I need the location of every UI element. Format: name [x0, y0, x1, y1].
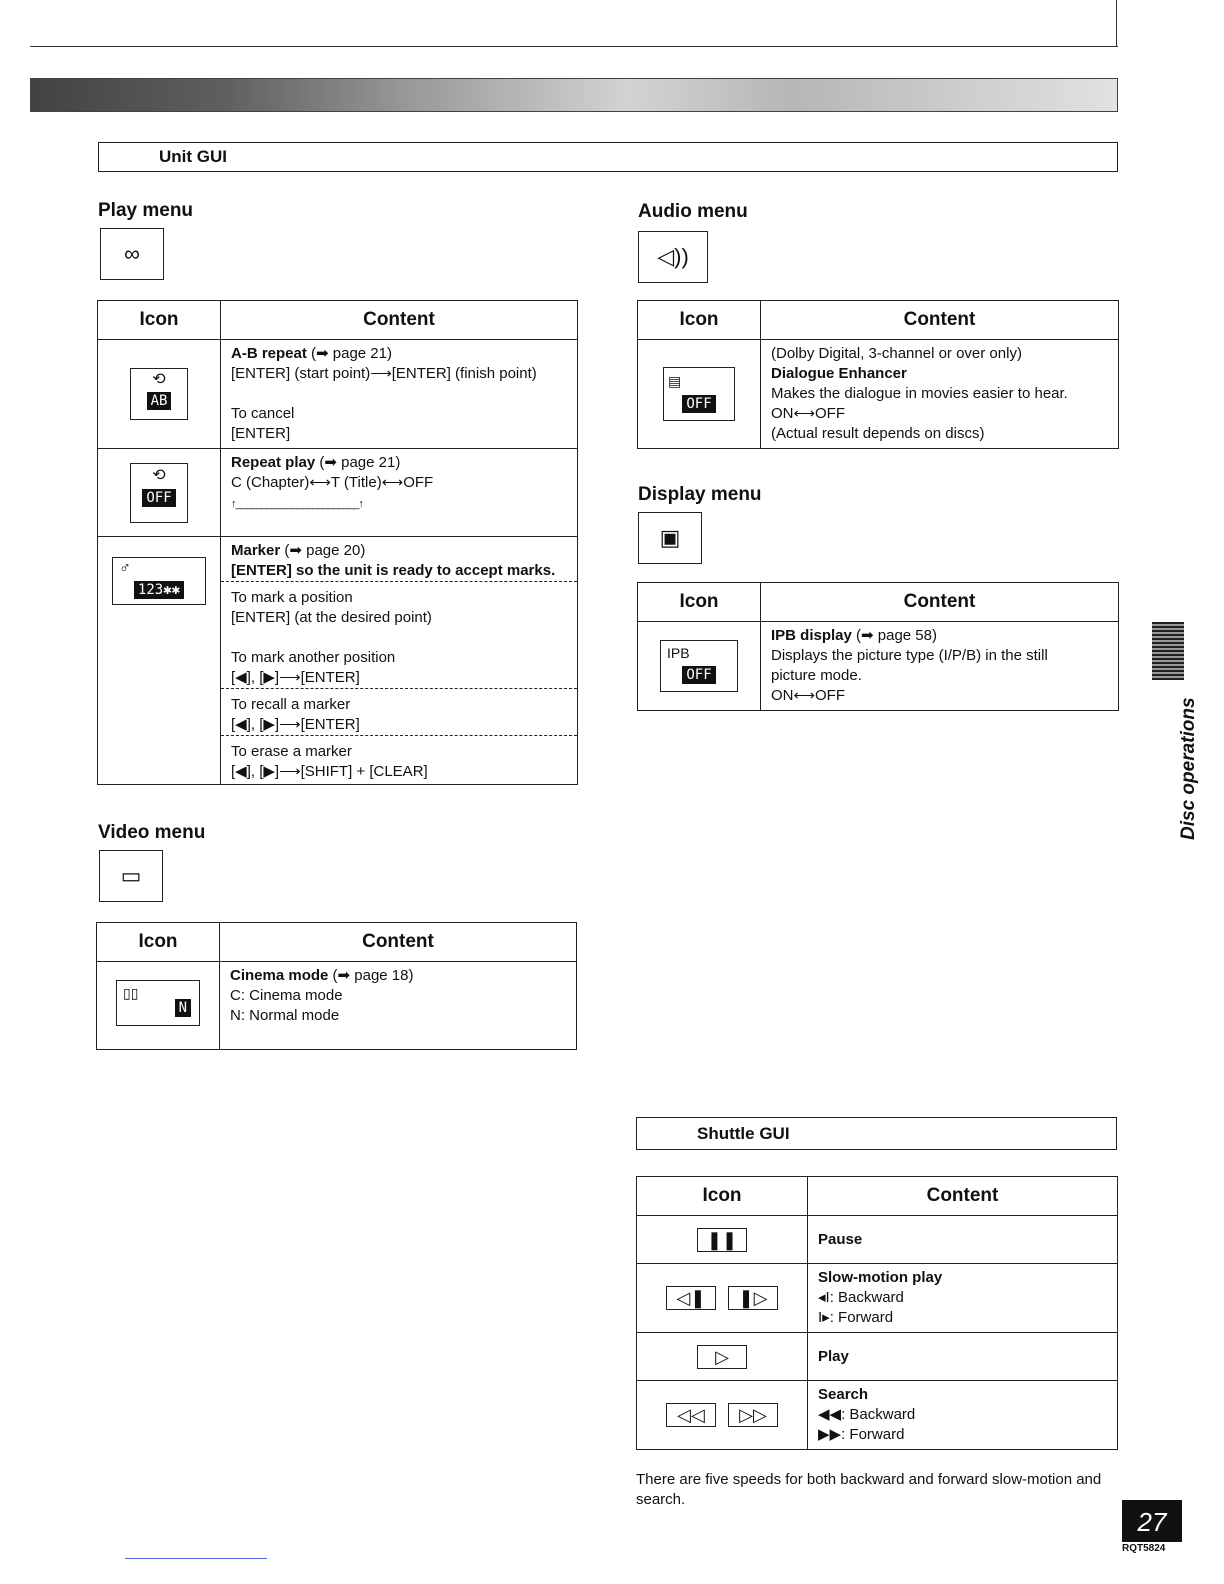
slow-forward-icon: ❚▷	[728, 1286, 778, 1310]
unit-gui-title: Unit GUI	[98, 142, 1118, 172]
audio-menu-heading: Audio menu	[638, 201, 748, 222]
speaker-icon: ◁))	[638, 231, 708, 283]
top-border-line	[1116, 0, 1117, 47]
shuttle-gui-title: Shuttle GUI	[636, 1117, 1117, 1150]
play-menu-table	[97, 300, 578, 785]
footer-link-line	[125, 1558, 267, 1559]
table-row: ♂ 123✱✱ Marker (➡ page 20) [ENTER] so the unit is ready to accept marks. To mark a position [ENTER] (at the desired point) To mark another position [◀], [▶]⟶[ENTER] To recall a marker [◀], [▶]⟶[ENTER] To erase a marker [◀], [▶]⟶[SHIFT] + [CLEAR]	[98, 537, 578, 785]
shuttle-table	[636, 1176, 1118, 1450]
display-icon: ▣	[638, 512, 702, 564]
video-menu-table	[96, 922, 577, 1050]
side-section-label: Disc operations	[1178, 697, 1199, 840]
icon-col-header: Icon	[637, 1177, 808, 1216]
audio-menu-table	[637, 300, 1119, 449]
content-col-header: Content	[761, 301, 1119, 340]
loop-arrows-icon: ∞	[100, 228, 164, 280]
ipb-display-icon: IPB OFF	[660, 640, 738, 692]
content-col-header: Content	[220, 923, 577, 962]
table-row: ▤ OFF (Dolby Digital, 3-channel or over only) Dialogue Enhancer Makes the dialogue in movies easier to hear. ON⟷OFF (Actual result depends on discs)	[638, 340, 1119, 449]
display-menu-heading: Display menu	[638, 484, 762, 505]
top-rule	[30, 46, 1118, 47]
document-id: RQT5824	[1122, 1543, 1166, 1554]
content-col-header: Content	[761, 583, 1119, 622]
video-menu-heading: Video menu	[98, 822, 206, 843]
table-row: ◁◁ ▷▷ Search ◀◀: Backward ▶▶: Forward	[637, 1381, 1118, 1450]
header-banner	[30, 78, 1118, 112]
icon-col-header: Icon	[97, 923, 220, 962]
pause-icon: ❚❚	[697, 1228, 747, 1252]
content-col-header: Content	[808, 1177, 1118, 1216]
repeat-play-icon: ⟲ OFF	[130, 463, 188, 523]
table-row: ⟲ AB A-B repeat (➡ page 21) [ENTER] (start point)⟶[ENTER] (finish point) To cancel [ENTER]	[98, 340, 578, 449]
cinema-mode-icon: ▯▯ N	[116, 980, 200, 1026]
marker-icon: ♂ 123✱✱	[112, 557, 206, 605]
search-backward-icon: ◁◁	[666, 1403, 716, 1427]
ab-repeat-icon: ⟲ AB	[130, 368, 188, 420]
section-tab-marker	[1152, 622, 1184, 680]
table-row: ▯▯ N Cinema mode (➡ page 18) C: Cinema mode N: Normal mode	[97, 962, 577, 1050]
icon-col-header: Icon	[638, 583, 761, 622]
page-number: 27	[1122, 1500, 1182, 1542]
dialogue-enhancer-icon: ▤ OFF	[663, 367, 735, 421]
table-row: ▷ Play	[637, 1333, 1118, 1381]
icon-col-header: Icon	[98, 301, 221, 340]
table-row: ❚❚ Pause	[637, 1216, 1118, 1264]
shuttle-note: There are five speeds for both backward and forward slow-motion and search.	[636, 1471, 1102, 1508]
search-forward-icon: ▷▷	[728, 1403, 778, 1427]
table-row: ◁❚ ❚▷ Slow-motion play ◂I: Backward I▸: Forward	[637, 1264, 1118, 1333]
play-icon: ▷	[697, 1345, 747, 1369]
slow-backward-icon: ◁❚	[666, 1286, 716, 1310]
table-row: ⟲ OFF Repeat play (➡ page 21) C (Chapter)⟷T (Title)⟷OFF ↑________________________↑	[98, 449, 578, 537]
display-menu-table	[637, 582, 1119, 711]
content-col-header: Content	[221, 301, 578, 340]
icon-col-header: Icon	[638, 301, 761, 340]
play-menu-heading: Play menu	[98, 200, 194, 221]
video-camera-icon: ▭	[99, 850, 163, 902]
table-row: IPB OFF IPB display (➡ page 58) Displays the picture type (I/P/B) in the still picture mode. ON⟷OFF	[638, 622, 1119, 711]
